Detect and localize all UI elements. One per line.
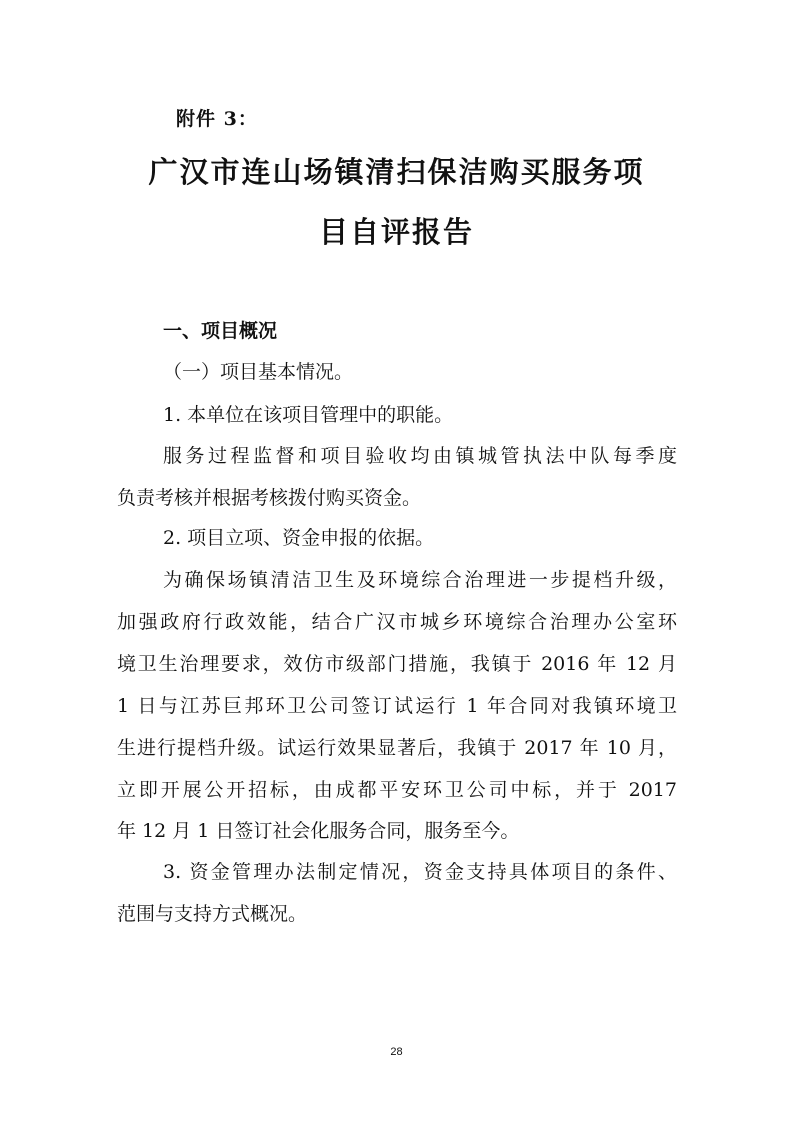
document-title-line-1: 广汉市连山场镇清扫保洁购买服务项	[148, 155, 645, 189]
paragraph-line: 加强政府行政效能，结合广汉市城乡环境综合治理办公室环	[117, 611, 677, 633]
paragraph-line: 范围与支持方式概况。	[117, 903, 308, 925]
subsection-heading: （一）项目基本情况。	[163, 361, 354, 383]
document-title-line-2: 目自评报告	[318, 215, 474, 249]
paragraph-line: 1 日与江苏巨邦环卫公司签订试运行 1 年合同对我镇环境卫	[117, 695, 677, 717]
item2-heading: 2. 项目立项、资金申报的依据。	[163, 527, 435, 549]
paragraph-line: 境卫生治理要求，效仿市级部门措施，我镇于 2016 年 12 月	[117, 653, 677, 675]
item3-heading: 3. 资金管理办法制定情况，资金支持具体项目的条件、	[163, 861, 677, 883]
item1-heading: 1. 本单位在该项目管理中的职能。	[163, 404, 454, 426]
paragraph-line: 负责考核并根据考核拨付购买资金。	[117, 487, 422, 509]
section-heading: 一、项目概况	[163, 320, 278, 342]
paragraph-line: 生进行提档升级。试运行效果显著后，我镇于 2017 年 10 月，	[117, 737, 677, 759]
paragraph-line: 年 12 月 1 日签订社会化服务合同，服务至今。	[117, 820, 520, 842]
paragraph-line: 为确保场镇清洁卫生及环境综合治理进一步提档升级，	[163, 569, 677, 591]
attachment-label: 附件 3：	[176, 108, 258, 130]
paragraph-line: 服务过程监督和项目验收均由镇城管执法中队每季度	[163, 445, 677, 467]
paragraph-line: 立即开展公开招标，由成都平安环卫公司中标，并于 2017	[117, 779, 677, 801]
page-number: 28	[390, 1046, 403, 1058]
